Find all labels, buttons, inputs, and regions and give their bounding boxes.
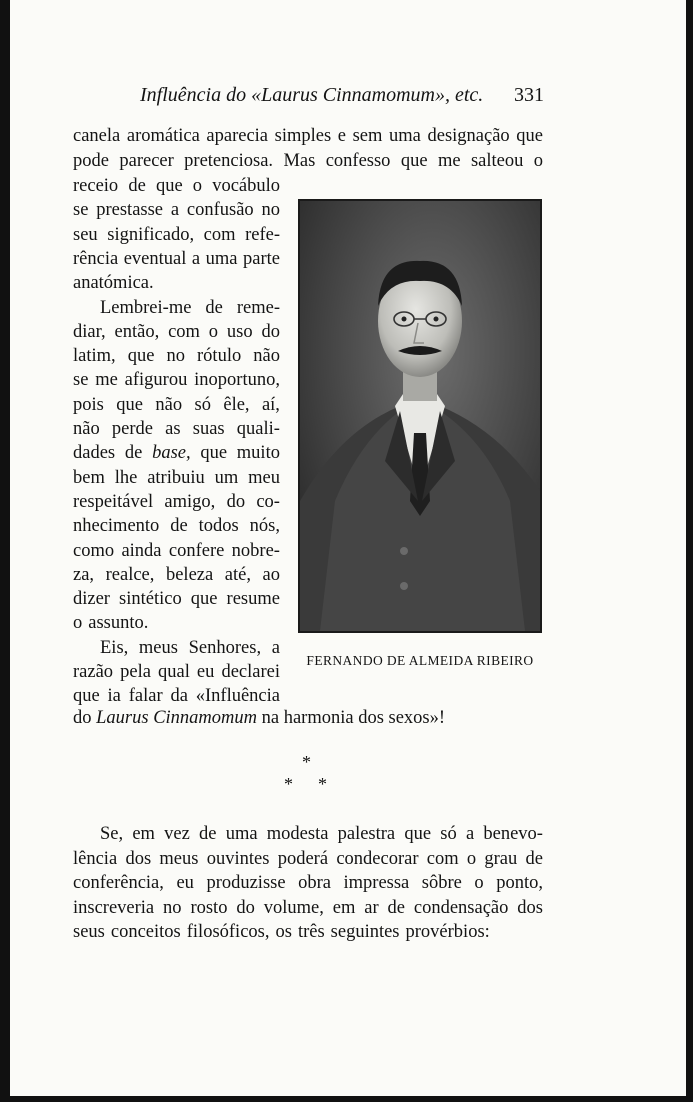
word: refe-: [245, 224, 280, 245]
word: meus: [159, 848, 199, 869]
word: prestasse: [96, 200, 164, 221]
word: aí,: [261, 394, 280, 415]
word: suas: [192, 419, 225, 439]
word: vez: [164, 824, 190, 844]
text-line: [73, 441, 280, 465]
word: no: [166, 346, 185, 367]
word: canela: [73, 126, 121, 146]
word: em: [132, 824, 155, 844]
word: nhecimento: [73, 516, 160, 537]
word: ao: [262, 564, 280, 585]
word: provérbios:: [405, 922, 490, 942]
word: significado,: [107, 224, 195, 245]
word: me: [95, 370, 118, 391]
text-line: [73, 271, 280, 295]
word: eu: [176, 873, 194, 893]
word: aparecia: [206, 126, 269, 146]
word: filosóficos,: [186, 922, 270, 942]
word: quali-: [236, 419, 280, 439]
word: no: [261, 200, 280, 221]
word: inscreveria: [73, 897, 155, 918]
word: resume: [226, 589, 280, 610]
word: que: [155, 176, 183, 196]
word: uma: [225, 824, 258, 844]
word: lência: [73, 848, 118, 869]
word: modesta: [266, 824, 329, 844]
word: muito: [236, 443, 280, 464]
word: latim,: [73, 346, 116, 367]
closing-line-italic-term: Laurus Cinnamomum: [96, 708, 257, 728]
word: impressa: [343, 873, 410, 893]
word: dades: [73, 443, 116, 464]
word: não: [253, 346, 280, 367]
word: de: [525, 848, 543, 869]
text-line: [73, 896, 543, 920]
word: diar,: [73, 321, 106, 342]
word: condensação: [413, 897, 509, 918]
scan-edge-right: [686, 0, 693, 1102]
word: atribuiu: [147, 467, 205, 488]
closing-line: [73, 706, 445, 730]
word: sem: [352, 126, 383, 146]
word: se: [73, 370, 89, 391]
word: ia: [107, 686, 121, 707]
word: razão: [73, 662, 114, 682]
word: três: [297, 922, 325, 942]
word: reme-: [236, 297, 280, 318]
word: aromática: [126, 126, 200, 146]
word: meus: [138, 637, 178, 658]
word: qual: [157, 662, 190, 682]
word: rótulo: [197, 346, 242, 367]
text-line: [73, 124, 543, 148]
word: todos: [198, 516, 239, 537]
word: inoportuno,: [194, 370, 280, 391]
word: za,: [73, 564, 95, 585]
word: no: [163, 897, 182, 918]
word: em: [332, 897, 356, 918]
word: as: [165, 419, 181, 439]
closing-line-prefix: do: [73, 708, 92, 728]
word: com: [426, 848, 459, 869]
word: assunto.: [88, 613, 149, 634]
word: simples: [274, 126, 332, 146]
word: perde: [111, 419, 153, 439]
text-line: [73, 871, 543, 895]
word: de: [124, 443, 143, 464]
word: a: [170, 200, 180, 221]
word: que: [200, 443, 228, 464]
text-line: [73, 417, 280, 441]
word: que: [116, 394, 143, 415]
word: confusão: [186, 200, 254, 221]
word: que: [404, 824, 432, 844]
word: que: [73, 686, 100, 707]
word: nós,: [249, 516, 280, 537]
word: seguintes: [330, 922, 400, 942]
word: dos: [517, 897, 543, 918]
word: beleza: [165, 564, 214, 585]
word: a: [191, 248, 201, 269]
word: afigurou: [124, 370, 188, 391]
word: produzisse: [206, 873, 286, 893]
word: do: [261, 321, 280, 342]
word: que: [127, 346, 155, 367]
text-line: [73, 636, 280, 660]
word: como: [73, 540, 115, 561]
word: com: [203, 224, 236, 245]
word: conceitos: [110, 922, 181, 942]
word: eventual: [123, 248, 187, 269]
word: Lembrei-me: [100, 297, 192, 318]
word: Eis,: [100, 637, 129, 658]
word: benevo-: [483, 824, 543, 844]
text-line: [73, 587, 280, 611]
text-line: [73, 611, 280, 635]
word: não: [73, 419, 100, 439]
text-line: [73, 563, 280, 587]
word: confesso: [325, 151, 391, 171]
text-line: [73, 296, 280, 320]
text-line: [73, 660, 280, 684]
scan-edge-left: [0, 0, 10, 1102]
word: rência: [73, 248, 119, 269]
word: do: [236, 897, 255, 918]
word: parecer: [119, 151, 174, 171]
word: lhe: [114, 467, 138, 488]
word: grau: [484, 848, 518, 869]
word: co-: [256, 491, 280, 512]
word: sôbre: [421, 873, 462, 893]
word: que: [516, 126, 543, 146]
word: de: [128, 176, 146, 196]
word: o: [73, 613, 83, 634]
text-line: [73, 684, 280, 708]
text-line: [73, 198, 280, 222]
word: sintético: [119, 589, 182, 610]
word: eu: [196, 662, 215, 682]
word: não: [155, 394, 183, 415]
word: e: [337, 126, 346, 146]
photo-caption: FERNANDO DE ALMEIDA RIBEIRO: [306, 653, 534, 668]
word: parte: [243, 248, 280, 269]
word: poderá: [277, 848, 329, 869]
text-line: [73, 247, 280, 271]
text-line: [73, 847, 543, 871]
asterism-left: *: [284, 774, 293, 794]
word: ouvintes: [206, 848, 270, 869]
word: base,: [152, 443, 191, 464]
word: condecorar: [336, 848, 419, 869]
word: só: [194, 394, 211, 415]
word: palestra: [337, 824, 396, 844]
page-number: 331: [514, 84, 544, 106]
word: «Influência: [195, 686, 280, 707]
word: volume,: [263, 897, 324, 918]
word: dos: [125, 848, 152, 869]
text-line: [73, 223, 280, 247]
word: o: [192, 176, 203, 196]
scan-edge-bottom: [0, 1096, 693, 1102]
word: ponto,: [496, 873, 543, 893]
word: só: [440, 824, 457, 844]
word: nobre-: [231, 540, 280, 561]
word: seus: [73, 922, 105, 942]
text-line: [73, 490, 280, 514]
word: pela: [120, 662, 151, 682]
word: que: [190, 589, 218, 610]
word: a: [271, 637, 280, 658]
word: de: [199, 824, 217, 844]
word: realce,: [105, 564, 155, 585]
word: bem: [73, 467, 105, 488]
word: do: [226, 491, 246, 512]
word: declarei: [221, 662, 280, 682]
word: conferência,: [73, 873, 164, 893]
portrait-illustration: [300, 201, 540, 631]
text-line: [73, 149, 543, 173]
word: de: [205, 297, 223, 318]
text-line: [73, 393, 280, 417]
word: anatómica.: [73, 273, 154, 294]
text-line: [73, 344, 280, 368]
word: confere: [168, 540, 225, 561]
word: designação: [427, 126, 510, 146]
word: falar: [128, 686, 163, 707]
word: ainda: [121, 540, 162, 561]
word: respeitável: [73, 491, 154, 512]
word: o: [466, 848, 477, 869]
word: meu: [248, 467, 280, 488]
word: a: [465, 824, 475, 844]
portrait-photo: [298, 199, 542, 633]
text-line: [73, 539, 280, 563]
word: uso: [226, 321, 253, 342]
running-head-title: Influência do «Laurus Cinnamomum», etc.: [140, 84, 484, 106]
word: obra: [298, 873, 331, 893]
closing-line-suffix: na harmonia dos sexos»!: [261, 708, 446, 728]
word: Se,: [100, 824, 124, 844]
text-line: [73, 320, 280, 344]
word: um: [214, 467, 239, 488]
word: uma: [205, 248, 238, 269]
word: êle,: [223, 394, 250, 415]
word: vocábulo: [212, 176, 280, 196]
word: se: [73, 200, 89, 221]
word: o: [533, 151, 543, 171]
text-line: [73, 920, 543, 944]
word: até,: [224, 564, 251, 585]
text-line: [73, 174, 280, 198]
asterism-right: *: [318, 774, 327, 794]
word: ar: [364, 897, 379, 918]
word: receio: [73, 176, 119, 196]
word: o: [474, 873, 484, 893]
word: o: [208, 321, 219, 342]
word: dizer: [73, 589, 110, 610]
word: me: [437, 151, 461, 171]
word: pretenciosa.: [184, 151, 274, 171]
text-line: [73, 822, 543, 846]
asterism-top: *: [302, 752, 311, 772]
word: que: [400, 151, 428, 171]
word: da: [170, 686, 188, 707]
word: Mas: [283, 151, 316, 171]
word: os: [275, 922, 292, 942]
word: rosto: [190, 897, 228, 918]
word: então,: [114, 321, 160, 342]
text-line: [73, 368, 280, 392]
word: com: [168, 321, 200, 342]
word: pode: [73, 151, 109, 171]
word: pois: [73, 394, 104, 415]
text-line: [73, 466, 280, 490]
text-line: [73, 514, 280, 538]
word: de: [387, 897, 405, 918]
word: Senhores,: [188, 637, 262, 658]
word: amigo,: [164, 491, 216, 512]
word: salteou: [470, 151, 524, 171]
word: seu: [73, 224, 98, 245]
word: de: [170, 516, 188, 537]
word: uma: [389, 126, 421, 146]
